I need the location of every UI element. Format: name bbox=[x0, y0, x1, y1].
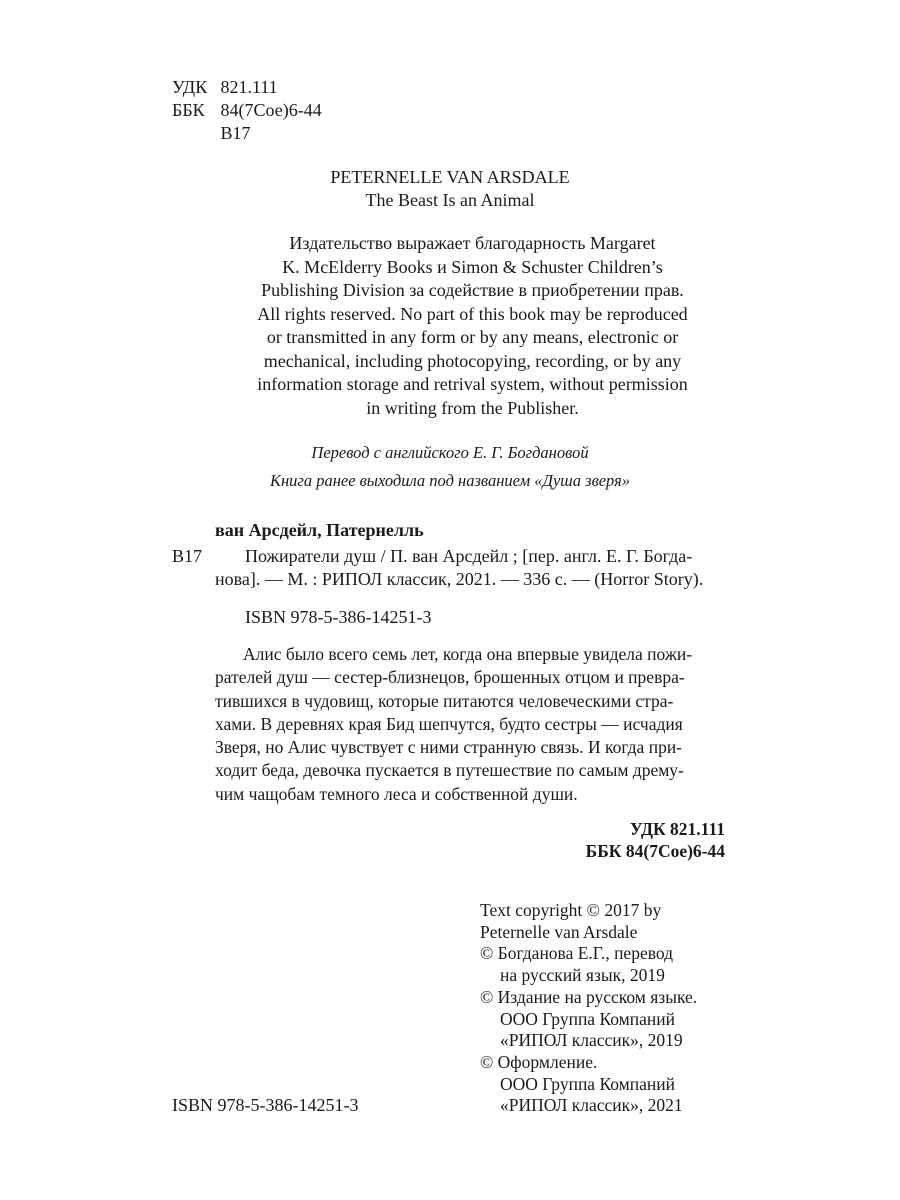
bib-line: Пожиратели душ / П. ван Арсдейл ; [пер. англ. Е. Г. Богда- bbox=[245, 546, 693, 566]
copyright-line: Peternelle van Arsdale bbox=[480, 921, 638, 942]
rights-line: Publishing Division за содействие в приобретении прав. bbox=[261, 280, 684, 300]
bib-isbn: ISBN 978-5-386-14251-3 bbox=[245, 607, 432, 627]
bbk-label: ББК bbox=[172, 100, 205, 120]
bib-author-heading: ван Арсдейл, Патернелль bbox=[215, 520, 424, 540]
rights-line: mechanical, including photocopying, recording, or by any bbox=[263, 350, 682, 371]
annotation-line: Алис было всего семь лет, когда она впервые увидела пожи- bbox=[243, 644, 693, 664]
rights-paragraph bbox=[200, 232, 745, 420]
annotation-line: Зверя, но Алис чувствует с ними странную связь. И когда при- bbox=[215, 737, 683, 758]
copyright-line: «РИПОЛ классик», 2021 bbox=[500, 1095, 683, 1116]
copyright-line: © Оформление. bbox=[480, 1051, 598, 1072]
author-mark: В17 bbox=[220, 123, 251, 143]
annotation-line: чим чащобам темного леса и собственной души. bbox=[215, 783, 578, 804]
annotation-line: ходит беда, девочка пускается в путешествие по самым дрему- bbox=[215, 760, 684, 781]
previous-title-note: Книга ранее выходила под названием «Душа зверя» bbox=[269, 471, 631, 490]
bbk-value: 84(7Сое)6-44 bbox=[220, 100, 322, 120]
rights-line: information storage and retrival system, without permission bbox=[257, 374, 688, 394]
udk-label: УДК bbox=[172, 77, 208, 97]
rights-line: or transmitted in any form or by any means, electronic or bbox=[266, 327, 679, 347]
udk-value: 821.111 bbox=[220, 77, 278, 97]
bib-description bbox=[215, 545, 740, 591]
author-mark-row bbox=[172, 122, 322, 145]
rights-line: in writing from the Publisher. bbox=[366, 397, 579, 418]
rights-line: Издательство выражает благодарность Margaret bbox=[289, 233, 656, 253]
annotation-line: хами. В деревнях края Бид шепчутся, будто сестры — исчадия bbox=[215, 713, 683, 734]
udk-right: УДК 821.111 bbox=[629, 819, 725, 839]
copyright-line: Text copyright © 2017 by bbox=[480, 900, 662, 920]
copyright-line: © Богданова Е.Г., перевод bbox=[480, 943, 674, 964]
copyright-line: «РИПОЛ классик», 2019 bbox=[500, 1030, 683, 1051]
classification-block bbox=[172, 76, 322, 145]
annotation bbox=[215, 643, 740, 806]
rights-line: All rights reserved. No part of this book may be reproduced bbox=[257, 303, 688, 324]
copyright-line: ООО Группа Компаний bbox=[500, 1008, 675, 1029]
annotation-line: тившихся в чудовищ, которые питаются человеческими стра- bbox=[215, 690, 674, 711]
original-edition bbox=[0, 166, 900, 212]
bbk-right: ББК 84(7Сое)6-44 bbox=[585, 841, 725, 861]
bib-line: нова]. — М. : РИПОЛ классик, 2021. — 336 с. — (Horror Story). bbox=[215, 569, 704, 589]
copyright-block bbox=[480, 900, 697, 1117]
annotation-line: рателей душ — сестер-близнецов, брошенных отцом и превра- bbox=[215, 667, 685, 688]
copyright-line: © Издание на русском языке. bbox=[480, 986, 698, 1007]
bbk-row bbox=[172, 99, 322, 122]
rights-line: K. McElderry Books и Simon & Schuster Children’s bbox=[282, 256, 663, 277]
bottom-isbn: ISBN 978-5-386-14251-3 bbox=[172, 1095, 359, 1115]
original-title: The Beast Is an Animal bbox=[365, 190, 535, 210]
translation-credit: Перевод с английского Е. Г. Богдановой bbox=[311, 443, 589, 462]
copyright-line: на русский язык, 2019 bbox=[500, 965, 665, 986]
udk-row bbox=[172, 76, 322, 99]
bib-code: В17 bbox=[172, 546, 203, 566]
original-author: PETERNELLE VAN ARSDALE bbox=[330, 167, 570, 187]
copyright-line: ООО Группа Компаний bbox=[500, 1073, 675, 1094]
classification-right bbox=[586, 818, 725, 862]
